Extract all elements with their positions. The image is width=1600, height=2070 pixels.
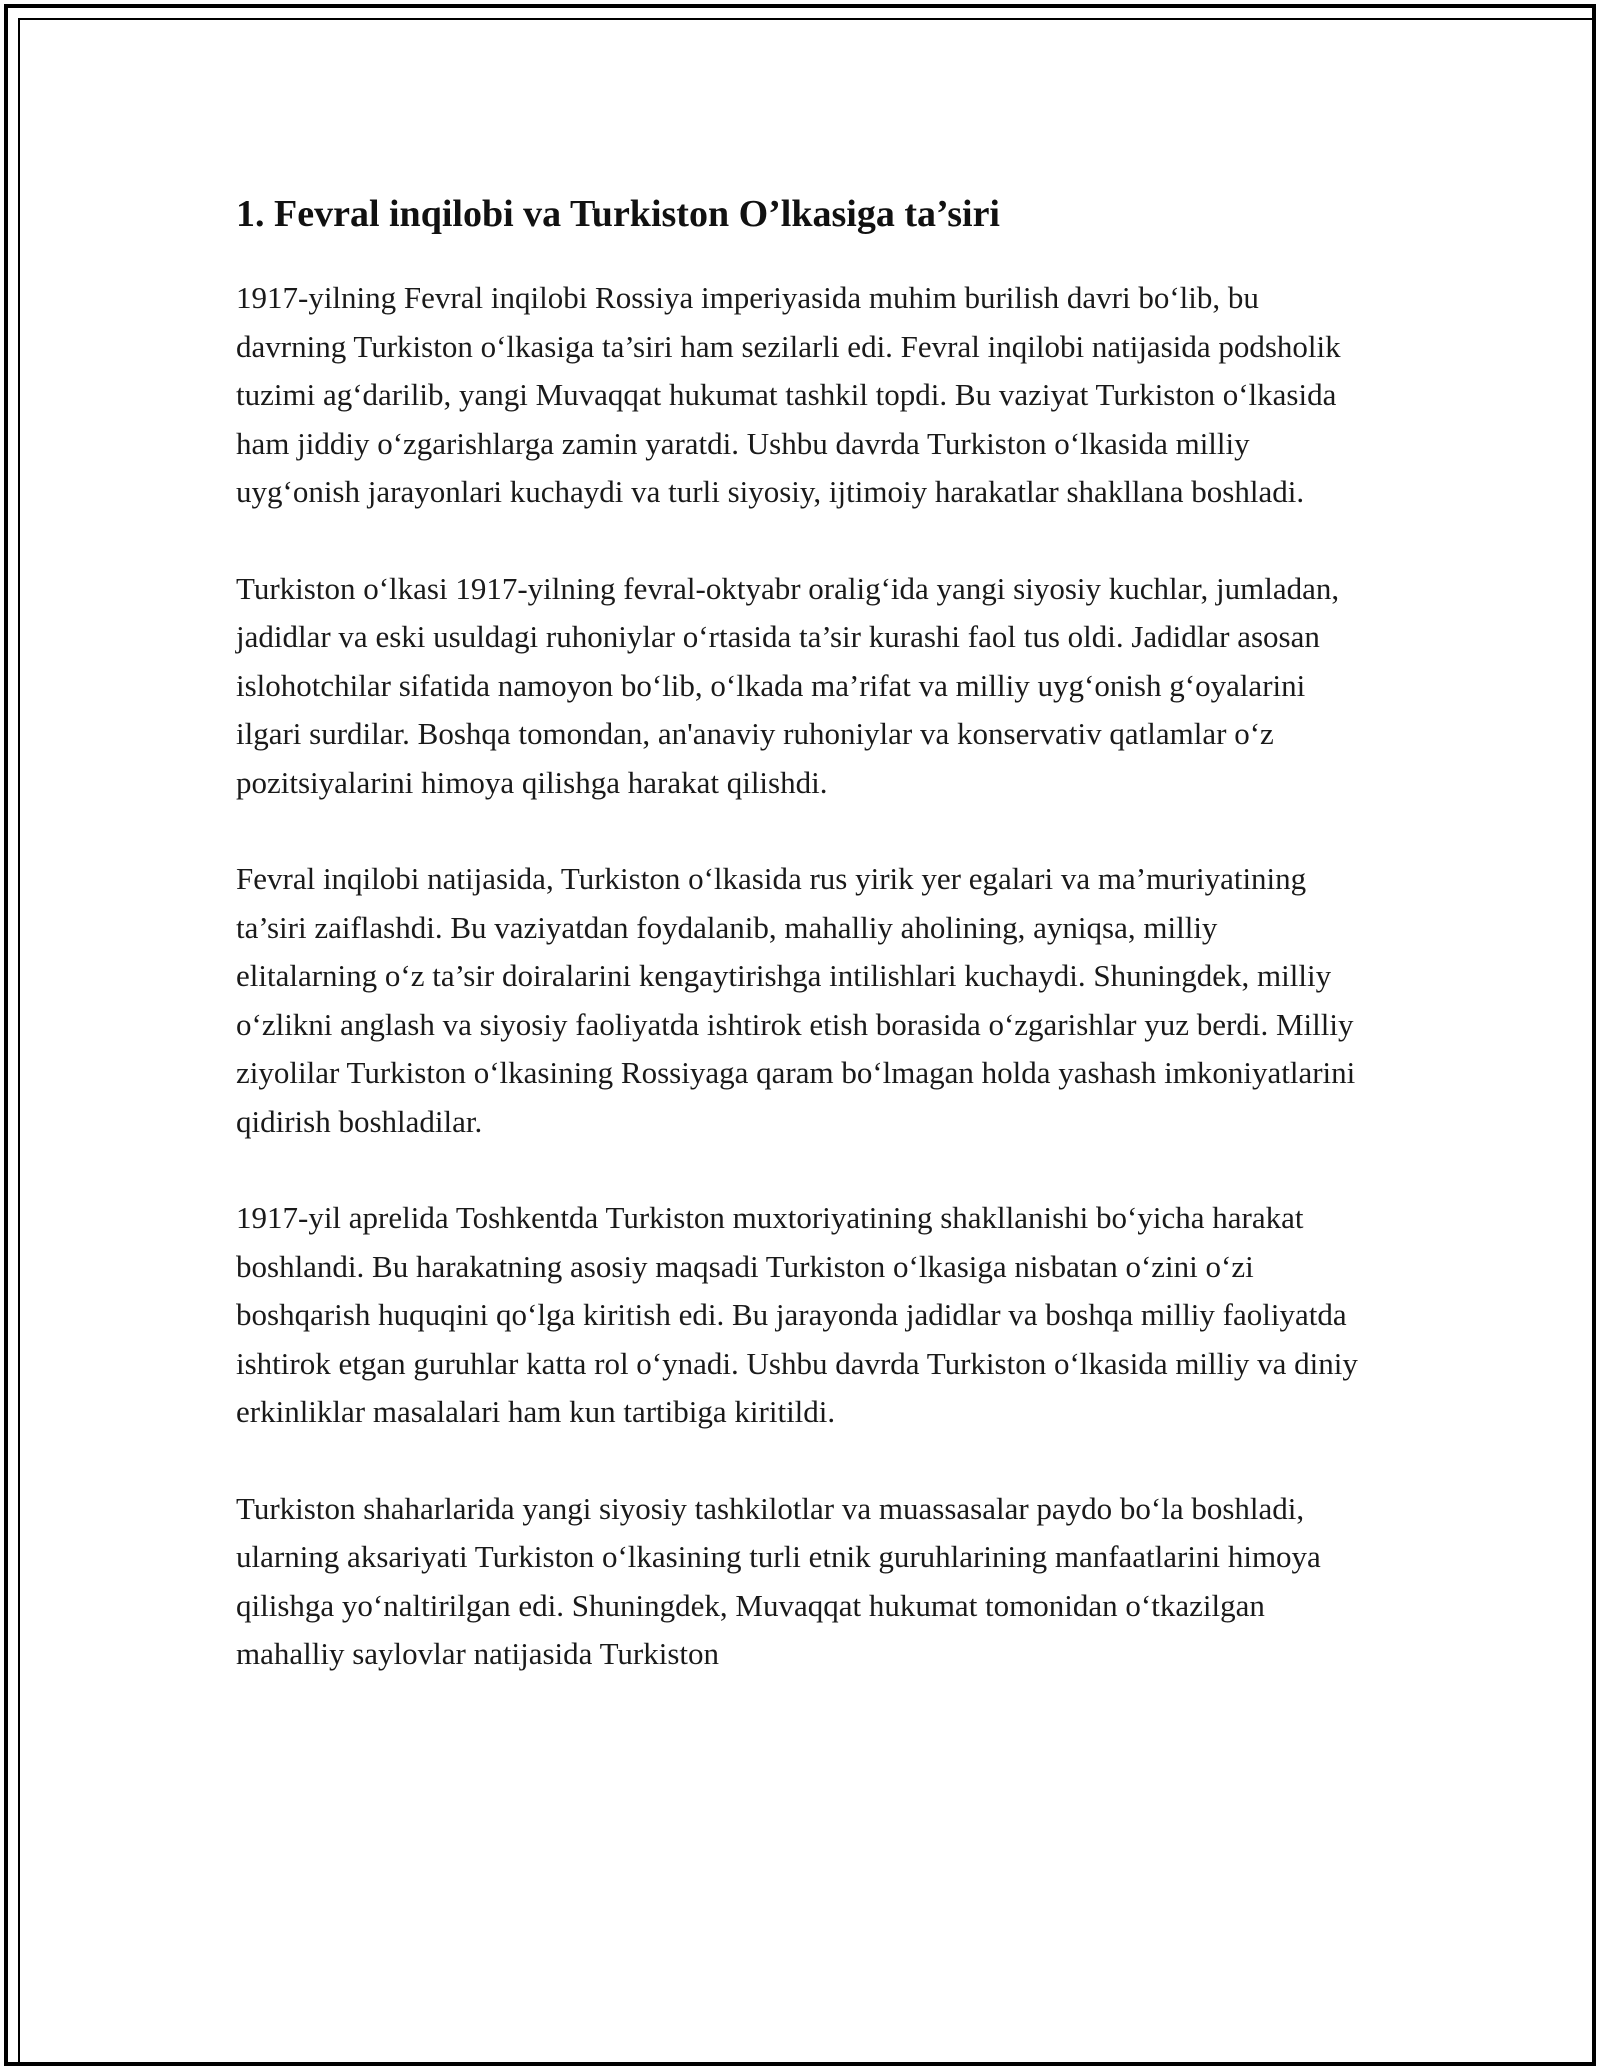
paragraph-4: 1917-yil aprelida Toshkentda Turkiston muxtoriyatining shakllanishi bo‘yicha harakat boshlandi. Bu harakatning asosiy maqsadi Turkiston o‘lkasiga nisbatan o‘zini o‘zi boshqarish huquqini qo‘lga kiritish edi. Bu jarayonda jadidlar va boshqa milliy faoliyatda ishtirok etgan guruhlar katta rol o‘ynadi. Ushbu davrda Turkiston o‘lkasida milliy va diniy erkinliklar masalalari ham kun tartibiga kiritildi. bbox=[236, 1200, 1358, 1429]
paragraph-3: Fevral inqilobi natijasida, Turkiston o‘lkasida rus yirik yer egalari va ma’muriyatining ta’siri zaiflashdi. Bu vaziyatdan foydalanib, mahalliy aholining, ayniqsa, milliy elitalarning o‘z ta’sir doiralarini kengaytirishga intilishlari kuchaydi. Shuningdek, milliy o‘zlikni anglash va siyosiy faoliyatda ishtirok etish borasida o‘zgarishlar yuz berdi. Milliy ziyolilar Turkiston o‘lkasining Rossiyaga qaram bo‘lmagan holda yashash imkoniyatlarini qidirish boshladilar. bbox=[236, 861, 1356, 1139]
document-body bbox=[236, 186, 1366, 1727]
paragraph-1: 1917-yilning Fevral inqilobi Rossiya imperiyasida muhim burilish davri bo‘lib, bu davrning Turkiston o‘lkasiga ta’siri ham sezilarli edi. Fevral inqilobi natijasida podsholik tuzimi ag‘darilib, yangi Muvaqqat hukumat tashkil topdi. Bu vaziyat Turkiston o‘lkasida ham jiddiy o‘zgarishlarga zamin yaratdi. Ushbu davrda Turkiston o‘lkasida milliy uyg‘onish jarayonlari kuchaydi va turli siyosiy, ijtimoiy harakatlar shakllana boshladi. bbox=[236, 280, 1341, 509]
section-heading: 1. Fevral inqilobi va Turkiston O’lkasiga ta’siri bbox=[236, 193, 1000, 235]
paragraph-5: Turkiston shaharlarida yangi siyosiy tashkilotlar va muassasalar paydo bo‘la boshladi, ularning aksariyati Turkiston o‘lkasining turli etnik guruhlarining manfaatlarini himoya qilishga yo‘naltirilgan edi. Shuningdek, Muvaqqat hukumat tomonidan o‘tkazilgan mahalliy saylovlar natijasida Turkiston bbox=[236, 1490, 1321, 1671]
paragraph-2: Turkiston o‘lkasi 1917-yilning fevral-oktyabr oralig‘ida yangi siyosiy kuchlar, jumladan, jadidlar va eski usuldagi ruhoniylar o‘rtasida ta’sir kurashi faol tus oldi. Jadidlar asosan islohotchilar sifatida namoyon bo‘lib, o‘lkada ma’rifat va milliy uyg‘onish g‘oyalarini ilgari surdilar. Boshqa tomondan, an'anaviy ruhoniylar va konservativ qatlamlar o‘z pozitsiyalarini himoya qilishga harakat qilishdi. bbox=[236, 570, 1340, 800]
